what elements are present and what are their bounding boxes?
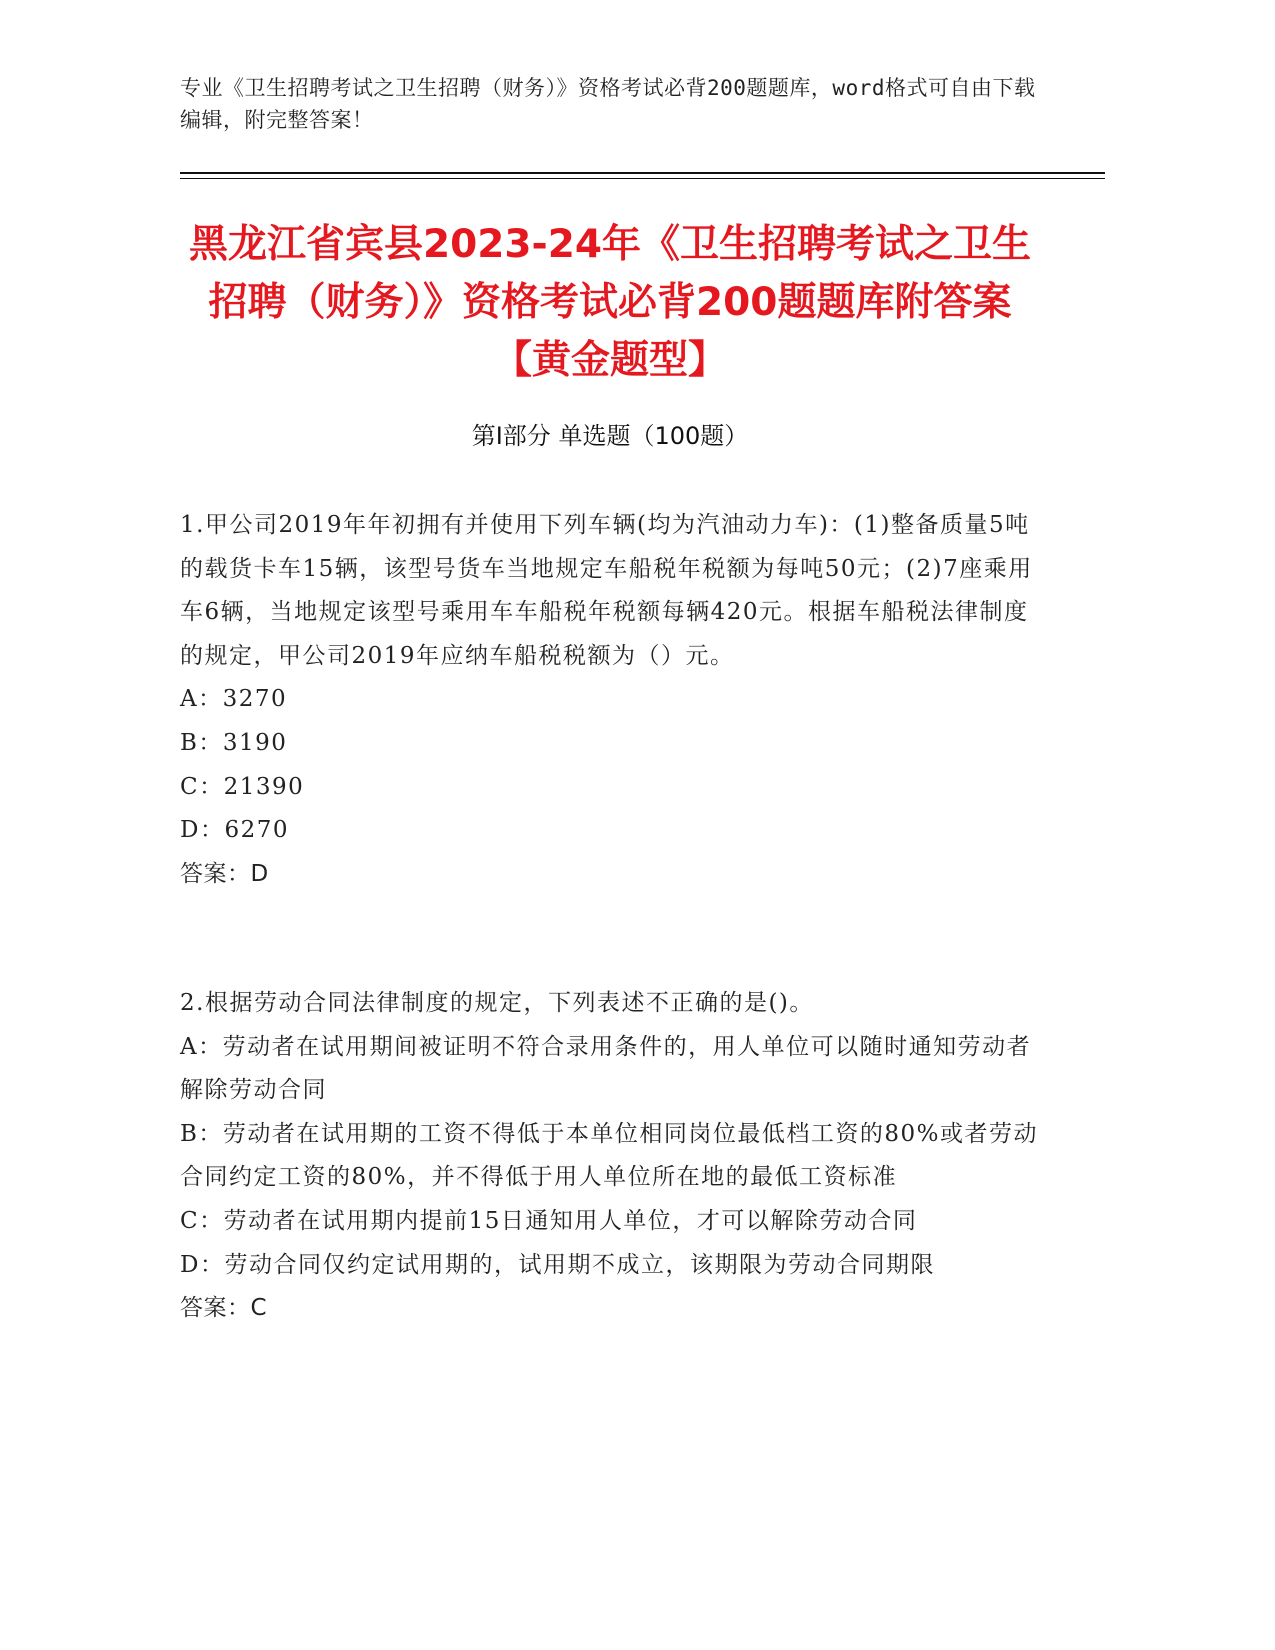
option-c: C：21390: [180, 773, 305, 800]
section-title: 第Ⅰ部分 单选题（100题）: [471, 422, 749, 450]
option-a: A：劳动者在试用期间被证明不符合录用条件的，用人单位可以随时通知劳动者解除劳动合同: [180, 1033, 1032, 1104]
option-b: B：劳动者在试用期的工资不得低于本单位相同岗位最低档工资的80%或者劳动合同约定工资的80%，并不得低于用人单位所在地的最低工资标准: [180, 1120, 1039, 1191]
header-note: 专业《卫生招聘考试之卫生招聘（财务）》资格考试必背200题题库，word格式可自由下载编辑，附完整答案！: [180, 76, 1036, 132]
option-d: D：劳动合同仅约定试用期的，试用期不成立，该期限为劳动合同期限: [180, 1251, 935, 1278]
question-2: [180, 982, 1040, 1331]
answer: 答案：D: [180, 860, 269, 887]
option-a: A：3270: [180, 686, 288, 713]
option-b: B：3190: [180, 729, 288, 756]
header-divider-thick: [180, 172, 1105, 174]
question-stem: 2.根据劳动合同法律制度的规定，下列表述不正确的是()。: [180, 990, 814, 1016]
answer: 答案：C: [180, 1295, 268, 1322]
option-c: C：劳动者在试用期内提前15日通知用人单位，才可以解除劳动合同: [180, 1207, 918, 1234]
header-divider-thin: [180, 178, 1105, 179]
question-stem: 1.甲公司2019年年初拥有并使用下列车辆(均为汽油动力车)：(1)整备质量5吨的载货卡车15辆，该型号货车当地规定车船税年税额为每吨50元；(2)7座乘用车6辆，当地规定该型号乘用车车船税年税额每辆420元。根据车船税法律制度的规定，甲公司2019年应纳车船税税额为（）元。: [180, 512, 1033, 669]
document-title: 黑龙江省宾县2023-24年《卫生招聘考试之卫生招聘（财务）》资格考试必背200题题库附答案【黄金题型】: [188, 222, 1031, 383]
option-d: D：6270: [180, 817, 289, 844]
question-1: [180, 504, 1040, 896]
